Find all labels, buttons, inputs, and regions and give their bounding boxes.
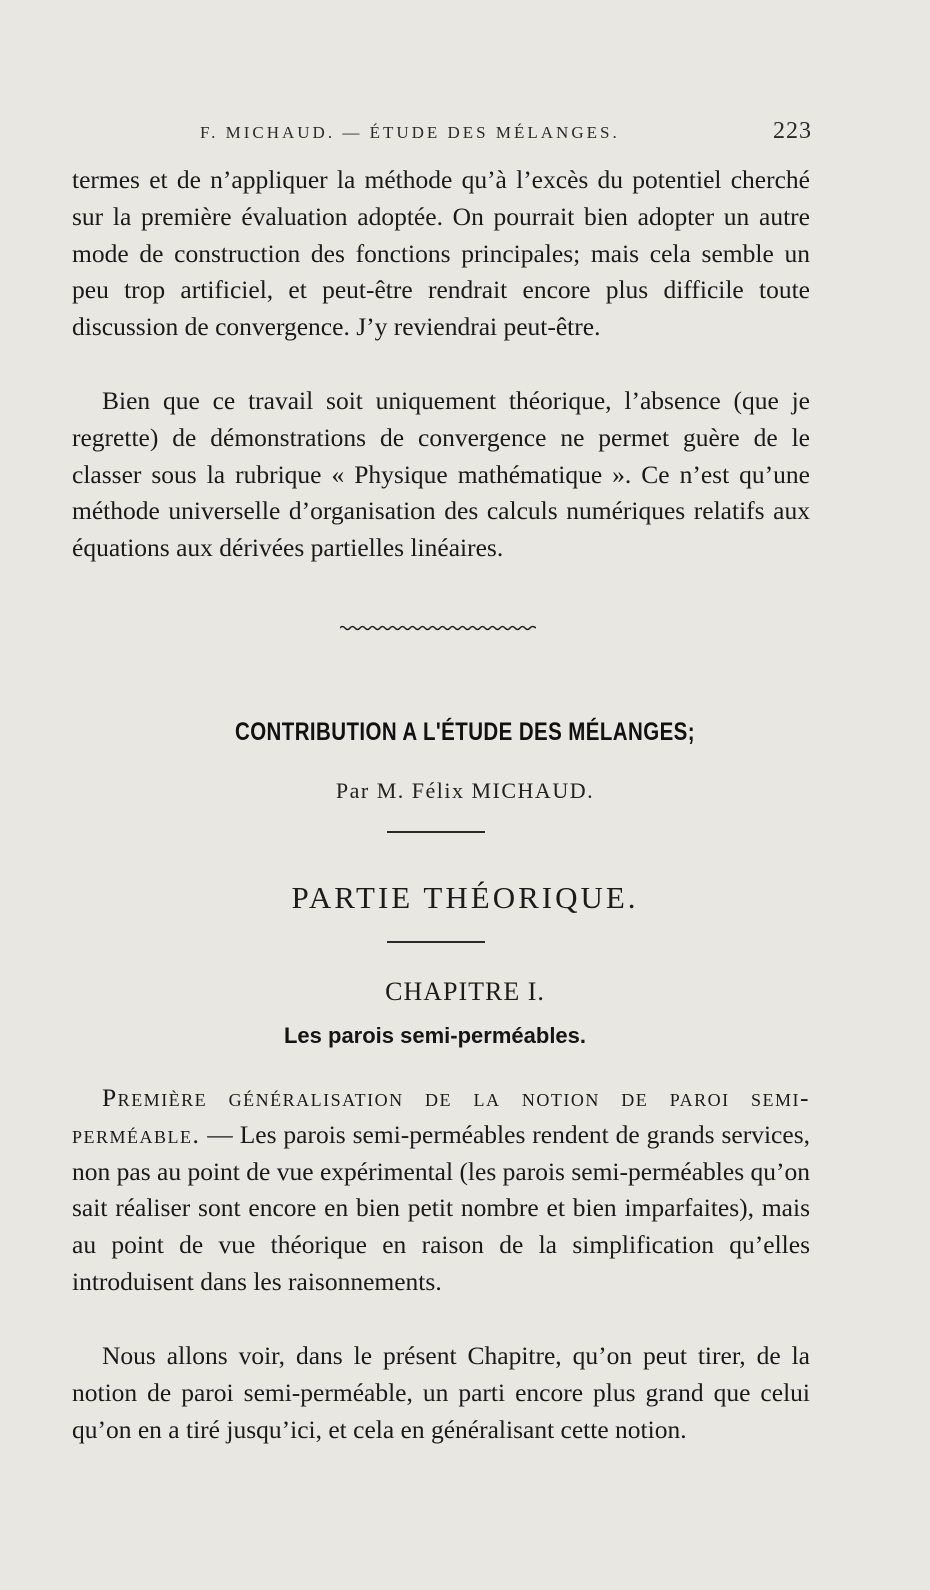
- page-header: [200, 118, 812, 148]
- paragraph-lead-in: Première généralisation de la notion de paroi semi-perméable.: [72, 1083, 810, 1149]
- page-number: 223: [773, 118, 812, 144]
- body-paragraph: Bien que ce travail soit uniquement théorique, l’absence (que je regrette) de démonstrations de convergence ne permet guère de le classer sous la rubrique « Physique mathématique ». Ce n’est qu’une méthode universelle d’organisation des calculs numériques relatifs aux équations aux dérivées partielles linéaires.: [72, 386, 810, 563]
- separator-rule: [387, 941, 485, 943]
- author-byline: Par M. Félix MICHAUD.: [335, 778, 595, 803]
- chapter-title: CHAPITRE I.: [385, 977, 545, 1006]
- section-title: Les parois semi-perméables.: [283, 1023, 587, 1048]
- body-paragraph: [72, 1080, 810, 1301]
- separator-rule: [387, 831, 485, 833]
- article-title: CONTRIBUTION A L'ÉTUDE DES MÉLANGES;: [234, 718, 695, 746]
- part-title: PARTIE THÉORIQUE.: [291, 880, 639, 915]
- paragraph-text: — Les parois semi-perméables rendent de grands services, non pas au point de vue expérimental (les parois semi-perméables qu’on sait réaliser sont encore en bien petit nombre et bien imparfaites), mais au point de vue théorique en raison de la simplification qu’elles introduisent dans les raisonnements.: [72, 1119, 810, 1296]
- wavy-separator-rule: [340, 624, 536, 632]
- running-title: F. MICHAUD. — ÉTUDE DES MÉLANGES.: [200, 123, 620, 142]
- body-paragraph: Nous allons voir, dans le présent Chapitre, qu’on peut tirer, de la notion de paroi semi-perméable, un parti encore plus grand que celui qu’on en a tiré jusqu’ici, et cela en généralisant cette notion.: [72, 1341, 810, 1444]
- body-paragraph: termes et de n’appliquer la méthode qu’à l’excès du potentiel cherché sur la première évaluation adoptée. On pourrait bien adopter un autre mode de construction des fonctions principales; mais cela semble un peu trop artificiel, et peut-être rendrait encore plus difficile toute discussion de convergence. J’y reviendrai peut-être.: [72, 165, 810, 342]
